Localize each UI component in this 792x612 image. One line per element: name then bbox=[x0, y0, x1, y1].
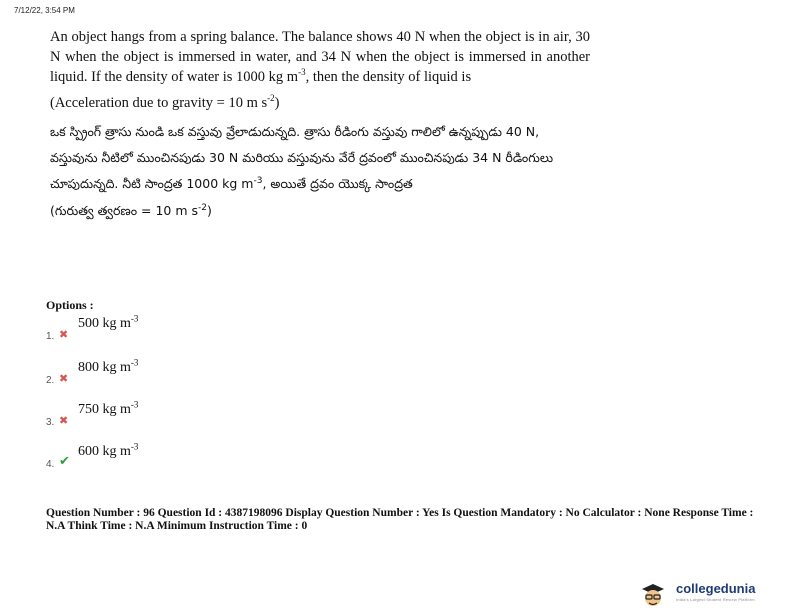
checkmark-icon: ✔ bbox=[59, 454, 70, 469]
option-text: 600 kg $m^{-3}$ bbox=[78, 441, 139, 459]
collegedunia-logo[interactable] bbox=[640, 578, 790, 608]
question-telugu-gravity-note bbox=[50, 201, 590, 221]
options-label: Options : bbox=[46, 298, 94, 312]
cross-icon: ✖ bbox=[59, 414, 69, 427]
cross-icon: ✖ bbox=[59, 372, 69, 385]
question-english-exponent: -3 bbox=[298, 67, 306, 78]
option-text: 500 kg $m^{-3}$ bbox=[78, 313, 139, 331]
gravity-note-text: (Acceleration due to gravity = 10 m s bbox=[50, 95, 268, 111]
option-2[interactable] bbox=[46, 357, 346, 390]
question-english-text: An object hangs from a spring balance. The balance shows 40 N when the object is in air, 30 N when the object is immersed in water, and 34 N when the object is immersed in another liquid. If the density of water is 1000 kg m bbox=[50, 29, 590, 85]
option-4[interactable] bbox=[46, 441, 346, 474]
timestamp: 7/12/22, 3:54 PM bbox=[14, 6, 75, 15]
option-number: 4. bbox=[46, 459, 55, 470]
question-english-tail: , then the density of liquid is bbox=[305, 69, 472, 85]
gravity-note-exponent: -2 bbox=[267, 93, 275, 104]
question-telugu-exponent: -3 bbox=[253, 175, 263, 186]
option-1[interactable] bbox=[46, 313, 346, 346]
question-telugu bbox=[50, 119, 590, 197]
option-text: 750 kg $m^{-3}$ bbox=[78, 399, 139, 417]
option-number: 2. bbox=[46, 375, 55, 386]
telugu-gravity-text: (గురుత్వ త్వరణం = 10 m s bbox=[50, 203, 199, 218]
logo-wordmark: collegedunia bbox=[676, 581, 756, 596]
telugu-gravity-exponent: -2 bbox=[198, 202, 207, 213]
option-text: 800 kg $m^{-3}$ bbox=[78, 357, 139, 375]
cross-icon: ✖ bbox=[59, 328, 69, 341]
gravity-note-suffix: ) bbox=[274, 95, 280, 111]
logo-tagline: India's Largest Student Review Platform bbox=[676, 597, 755, 602]
question-block bbox=[50, 27, 590, 221]
question-metadata: Question Number : 96 Question Id : 4387198096 Display Question Number : Yes Is Question Mandatory : No Calculator : None Response Time : N.A Think Time : N.A Minimum Instruction Time : 0 bbox=[46, 507, 754, 532]
option-3[interactable] bbox=[46, 399, 346, 432]
graduate-mascot-icon bbox=[640, 582, 666, 608]
question-telugu-text: ఒక స్ప్రింగ్ త్రాసు నుండి ఒక వస్తువు వ్రేలాడుదున్నది. త్రాసు రీడింగు వస్తువు గాలిలో ఉన్నప్పుడు 40 N, వస్తువును నీటిలో ముంచినపుడు 30 N మరియు వస్తువును వేరే ద్రవంలో ముంచినపుడు 34 N రీడింగులు చూపుదున్నది. నీటి సాంద్రత 1000 kg m bbox=[50, 124, 554, 191]
question-english bbox=[50, 27, 590, 87]
telugu-gravity-suffix: ) bbox=[207, 203, 212, 218]
option-number: 1. bbox=[46, 331, 55, 342]
question-gravity-note bbox=[50, 93, 590, 113]
option-number: 3. bbox=[46, 417, 55, 428]
question-telugu-tail: , అయితే ద్రవం యొక్క సాంద్రత bbox=[262, 176, 413, 191]
